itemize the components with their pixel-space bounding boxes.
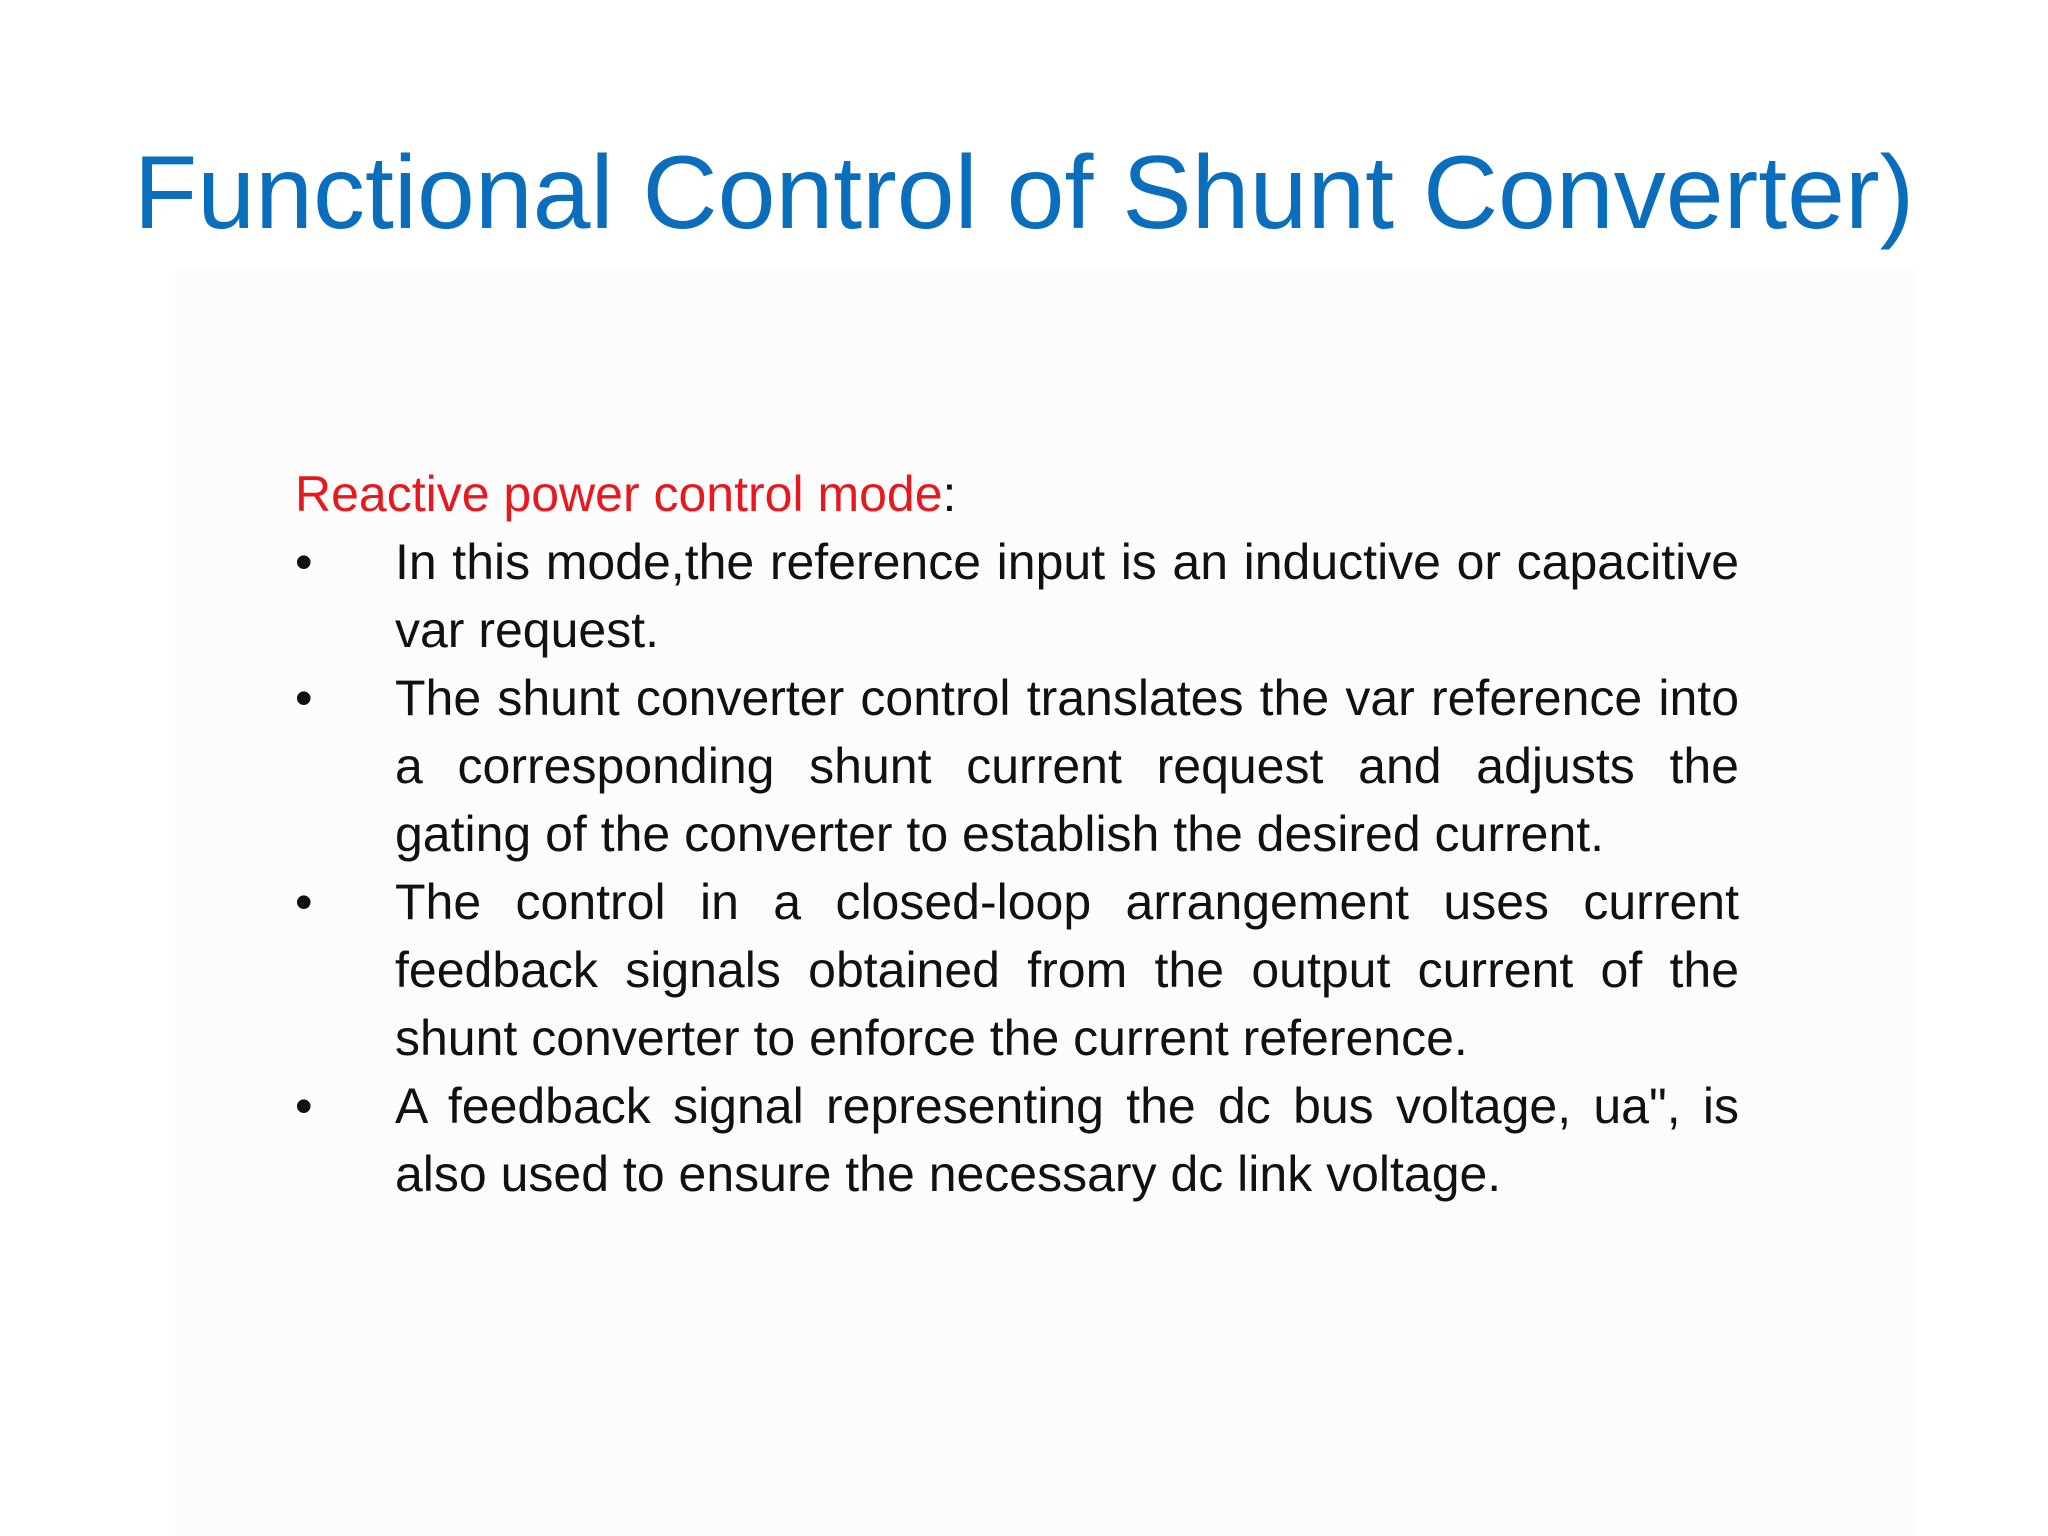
bullet-item xyxy=(295,664,1739,868)
bullet-dot-icon: • xyxy=(295,534,313,590)
bullet-item xyxy=(295,528,1739,664)
bullet-text: A feedback signal representing the dc bus voltage, ua", is also used to ensure the necessary dc link voltage. xyxy=(395,1078,1739,1202)
section-heading-label: Reactive power control mode xyxy=(295,466,943,522)
bullet-item xyxy=(295,1072,1739,1208)
bullet-text: The control in a closed-loop arrangement uses current feedback signals obtained from the output current of the shunt converter to enforce the current reference. xyxy=(395,874,1739,1066)
section-heading xyxy=(295,460,1739,528)
bullet-text: The shunt converter control translates the var reference into a corresponding shunt current request and adjusts the gating of the converter to establish the desired current. xyxy=(395,670,1739,862)
slide-title: Functional Control of Shunt Converter) xyxy=(133,135,1915,251)
bullet-text: In this mode,the reference input is an inductive or capacitive var request. xyxy=(395,534,1739,658)
bullet-dot-icon: • xyxy=(295,670,313,726)
section-heading-colon: : xyxy=(942,466,957,522)
slide-content xyxy=(295,460,1739,1208)
bullet-dot-icon: • xyxy=(295,1078,313,1134)
bullet-dot-icon: • xyxy=(295,874,313,930)
bullet-item xyxy=(295,868,1739,1072)
bullet-list xyxy=(295,528,1739,1208)
